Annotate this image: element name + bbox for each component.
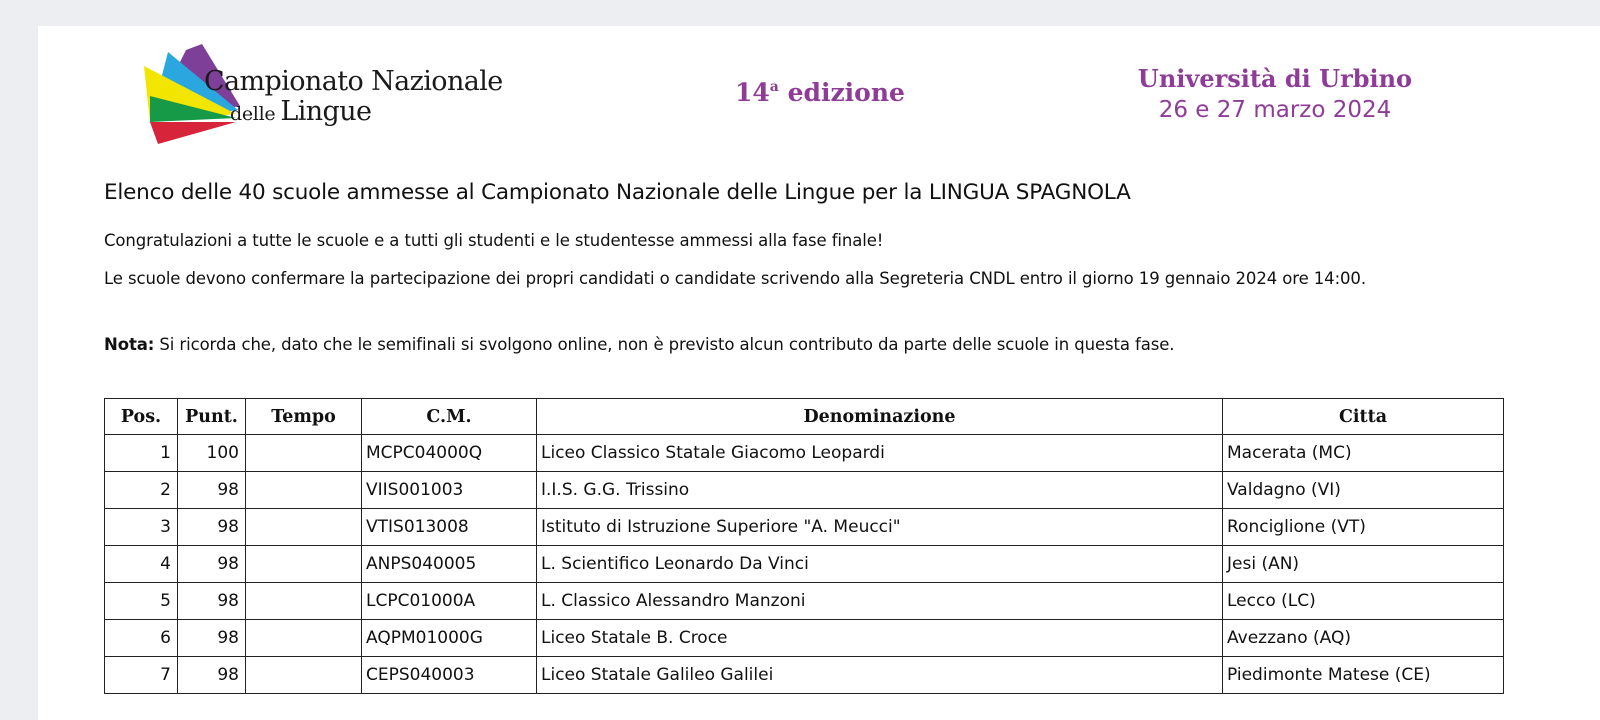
edition-number: 14: [735, 78, 770, 107]
table-row: [105, 509, 1504, 546]
cell-pos: 5: [105, 583, 178, 620]
cell-denominazione: Istituto di Istruzione Superiore "A. Meucci": [537, 509, 1223, 546]
cell-tempo: [246, 435, 362, 472]
header-cm: C.M.: [362, 399, 537, 435]
cell-punt: 100: [178, 435, 246, 472]
cell-pos: 3: [105, 509, 178, 546]
cell-pos: 1: [105, 435, 178, 472]
cell-citta: Jesi (AN): [1223, 546, 1504, 583]
logo-subtitle-small: delle: [230, 103, 276, 125]
cell-citta: Macerata (MC): [1223, 435, 1504, 472]
cell-citta: Piedimonte Matese (CE): [1223, 657, 1504, 694]
confirm-paragraph: Le scuole devono confermare la partecipazione dei propri candidati o candidate scrivendo alla Segreteria CNDL entro il giorno 19 gennaio 2024 ore 14:00.: [104, 269, 1366, 288]
cell-citta: Lecco (LC): [1223, 583, 1504, 620]
cell-denominazione: Liceo Statale B. Croce: [537, 620, 1223, 657]
university-name: Università di Urbino: [1137, 64, 1413, 93]
header-denominazione: Denominazione: [537, 399, 1223, 435]
edition-label: [735, 78, 905, 107]
cell-cm: VIIS001003: [362, 472, 537, 509]
cell-tempo: [246, 509, 362, 546]
page-title: Elenco delle 40 scuole ammesse al Campionato Nazionale delle Lingue per la LINGUA SPAGNOLA: [104, 180, 1131, 205]
note-paragraph: [104, 333, 1524, 357]
cell-denominazione: I.I.S. G.G. Trissino: [537, 472, 1223, 509]
cell-pos: 4: [105, 546, 178, 583]
table-row: [105, 472, 1504, 509]
cell-punt: 98: [178, 657, 246, 694]
edition-text: edizione: [787, 78, 905, 107]
cell-denominazione: L. Scientifico Leonardo Da Vinci: [537, 546, 1223, 583]
congrats-paragraph: Congratulazioni a tutte le scuole e a tutti gli studenti e le studentesse ammessi alla fase finale!: [104, 231, 884, 250]
cell-punt: 98: [178, 472, 246, 509]
cell-tempo: [246, 472, 362, 509]
logo-title: Campionato Nazionale: [204, 66, 503, 97]
cell-citta: Avezzano (AQ): [1223, 620, 1504, 657]
logo-subtitle: [230, 96, 371, 127]
table-header-row: [105, 399, 1504, 435]
cell-pos: 7: [105, 657, 178, 694]
cell-denominazione: L. Classico Alessandro Manzoni: [537, 583, 1223, 620]
cell-cm: VTIS013008: [362, 509, 537, 546]
cell-punt: 98: [178, 546, 246, 583]
cell-cm: ANPS040005: [362, 546, 537, 583]
cell-denominazione: Liceo Classico Statale Giacomo Leopardi: [537, 435, 1223, 472]
schools-table: [104, 398, 1504, 694]
cell-punt: 98: [178, 583, 246, 620]
cell-tempo: [246, 583, 362, 620]
cell-punt: 98: [178, 509, 246, 546]
cell-punt: 98: [178, 620, 246, 657]
header-tempo: Tempo: [246, 399, 362, 435]
cell-citta: Valdagno (VI): [1223, 472, 1504, 509]
cell-cm: LCPC01000A: [362, 583, 537, 620]
document-page: [38, 26, 1600, 720]
cndl-logo: [140, 44, 560, 148]
cell-cm: AQPM01000G: [362, 620, 537, 657]
table-row: [105, 657, 1504, 694]
university-block: [1110, 64, 1440, 126]
cell-cm: MCPC04000Q: [362, 435, 537, 472]
note-text: Si ricorda che, dato che le semifinali si svolgono online, non è previsto alcun contributo da parte delle scuole in questa fase.: [159, 335, 1175, 354]
cell-tempo: [246, 546, 362, 583]
edition-superscript: a: [769, 79, 779, 95]
cell-tempo: [246, 620, 362, 657]
note-label: Nota:: [104, 335, 155, 354]
header-citta: Citta: [1223, 399, 1504, 435]
table-row: [105, 583, 1504, 620]
logo-subtitle-big: Lingue: [280, 96, 372, 127]
cell-pos: 2: [105, 472, 178, 509]
cell-pos: 6: [105, 620, 178, 657]
header-punt: Punt.: [178, 399, 246, 435]
event-dates: 26 e 27 marzo 2024: [1158, 97, 1392, 123]
cell-cm: CEPS040003: [362, 657, 537, 694]
table-row: [105, 620, 1504, 657]
table-row: [105, 546, 1504, 583]
cell-citta: Ronciglione (VT): [1223, 509, 1504, 546]
cell-tempo: [246, 657, 362, 694]
table-row: [105, 435, 1504, 472]
header-pos: Pos.: [105, 399, 178, 435]
cell-denominazione: Liceo Statale Galileo Galilei: [537, 657, 1223, 694]
